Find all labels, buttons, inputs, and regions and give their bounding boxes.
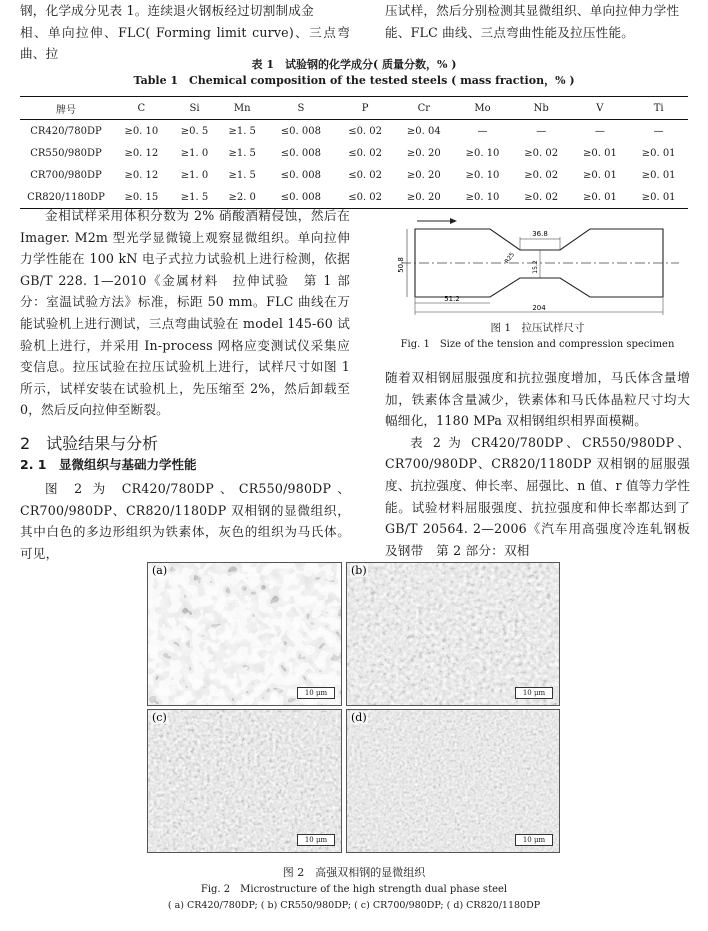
table-header: V xyxy=(571,97,630,120)
top-right-line-1: 压试样，然后分别检测其显微组织、单向拉伸力学性 xyxy=(385,3,680,18)
panel-label: (c) xyxy=(152,711,167,724)
top-left-line-1: 钢，化学成分见表 1。连续退火钢板经过切割制成金 xyxy=(20,3,314,18)
table-cell: ≥0. 10 xyxy=(465,169,500,181)
table-header: 牌号 xyxy=(20,97,112,120)
table-cell: ≤0. 02 xyxy=(348,169,383,181)
results-paragraph-2: 表 2 为 CR420/780DP、CR550/980DP、CR700/980DP、CR820/1180DP 双相钢的屈服强度、抗拉强度、伸长率、屈强比、n 值、r 值等力学性能。试验材料屈服强度、抗拉强度和伸长率都达到了 GB/T 20564. 2—2006《汽车用高强度冷连轧钢板及钢带 第 2 部分：双相 xyxy=(385,434,690,558)
table-cell: ≥1. 5 xyxy=(228,125,256,137)
table-cell: ≥0. 10 xyxy=(465,147,500,159)
table-header: Mo xyxy=(453,97,512,120)
table-header-row xyxy=(20,97,688,120)
table-row xyxy=(20,164,688,186)
table-cell: — xyxy=(477,125,488,137)
table-cell: ≥0. 20 xyxy=(406,147,441,159)
table-cell: ≥0. 01 xyxy=(629,186,688,209)
chemical-composition-table xyxy=(20,96,688,209)
table-cell: ≤0. 02 xyxy=(348,125,383,137)
method-paragraph: 金相试样采用体积分数为 2% 硝酸酒精侵蚀，然后在 Imager. M2m 型光学显微镜上观察显微组织。单向拉伸力学性能在 100 kN 电子式拉力试验机上进行检测，依据 GB/T 228. 1—2010《金属材料 拉伸试验 第 1 部分：室温试验方法》标准，标距 50 mm。FLC 曲线在万能试验机上进行测试，三点弯曲试验在 model 145-60 试验机上进行，并采用 In-process 网格应变测试仪采集应变信息。拉压试验在拉压试验机上进行，试样尺寸如图 1 所示，试样安装在试验机上，先压缩至 2%，然后卸载至 0，然后反向拉伸至断裂。 xyxy=(20,208,350,418)
figure-1-specimen-drawing xyxy=(395,215,685,317)
table-header: C xyxy=(112,97,171,120)
table-cell: ≤0. 008 xyxy=(280,147,321,159)
results-paragraph-1: 随着双相钢屈服强度和抗拉强度增加，马氏体含量增加，铁素体含量减少，铁素体和马氏体晶粒尺寸均大幅细化，1180 MPa 双相钢组织相界面模糊。 xyxy=(385,370,690,429)
section-heading-2: 2 试验结果与分析 xyxy=(20,434,159,453)
table-cell: ≥0. 02 xyxy=(524,169,559,181)
left-column-paragraph-2 xyxy=(20,478,350,564)
table-cell: — xyxy=(653,125,664,137)
table-cell: ≥0. 20 xyxy=(394,186,453,209)
micrograph-texture xyxy=(347,563,559,705)
table-cell: ≥0. 01 xyxy=(571,186,630,209)
table-cell: ≥1. 0 xyxy=(180,147,209,159)
dim-label-512: 51.2 xyxy=(444,295,460,303)
figure-2-caption-cn: 图 2 高强双相钢的显微组织 xyxy=(282,866,426,879)
table-cell: CR420/780DP xyxy=(30,125,102,137)
micrograph-panel-d xyxy=(346,709,560,853)
top-text-left xyxy=(20,0,350,65)
micrograph-panel-c xyxy=(147,709,342,853)
table-cell: ≥1. 5 xyxy=(228,147,256,159)
micrograph-panel-b xyxy=(346,562,560,706)
table-cell: ≥0. 04 xyxy=(406,125,441,137)
table-cell: CR820/1180DP xyxy=(20,186,112,209)
table-cell: ≤0. 008 xyxy=(280,169,321,181)
table-cell: ≥1. 5 xyxy=(228,169,256,181)
table-cell: ≥0. 12 xyxy=(124,169,159,181)
section-heading-2-1: 2. 1 显微组织与基础力学性能 xyxy=(20,457,197,472)
table-cell: ≥0. 12 xyxy=(124,147,159,159)
figure-2-caption-sub: ( a) CR420/780DP; ( b) CR550/980DP; ( c) CR700/980DP; ( d) CR820/1180DP xyxy=(167,900,541,911)
top-right-line-2: 能、FLC 曲线、三点弯曲性能及拉压性能。 xyxy=(385,24,635,40)
table-header: P xyxy=(336,97,395,120)
table-cell: ≥1. 0 xyxy=(180,169,209,181)
table-cell: ≤0. 008 xyxy=(280,125,321,137)
micrograph-texture xyxy=(148,710,341,852)
table-cell: ≥0. 01 xyxy=(583,147,617,159)
micrograph-panel-a xyxy=(147,562,342,706)
table-cell: ≥0. 5 xyxy=(180,125,209,137)
table-header: Ti xyxy=(629,97,688,120)
table-cell: ≥1. 5 xyxy=(171,186,219,209)
table-cell: ≥0. 01 xyxy=(641,169,676,181)
dim-label-508: 50.8 xyxy=(397,257,405,273)
table-cell: ≥0. 01 xyxy=(641,147,676,159)
scale-bar: 10 μm xyxy=(515,687,553,699)
table-cell: ≥0. 20 xyxy=(406,169,441,181)
table-cell: ≥0. 15 xyxy=(112,186,171,209)
table-cell: — xyxy=(536,125,547,137)
table-cell: CR550/980DP xyxy=(30,147,102,159)
figure-2-caption-en: Fig. 2 Microstructure of the high strength dual phase steel xyxy=(200,884,508,895)
table-row xyxy=(20,120,688,143)
micrograph-texture xyxy=(148,563,341,705)
table-cell: ≥2. 0 xyxy=(218,186,266,209)
specimen-svg xyxy=(395,215,685,317)
dim-label-152: 15.2 xyxy=(532,260,539,274)
scale-bar: 10 μm xyxy=(297,834,335,846)
table-cell: ≥0. 01 xyxy=(583,169,617,181)
table-cell: — xyxy=(594,125,605,137)
micrograph-texture xyxy=(347,710,559,852)
table1-caption-en: Table 1 Chemical composition of the tested steels ( mass fraction，% ) xyxy=(133,74,575,87)
scale-bar: 10 μm xyxy=(515,834,553,846)
table-cell: CR700/980DP xyxy=(30,169,102,181)
table-row xyxy=(20,142,688,164)
table-cell: ≤0. 02 xyxy=(348,147,383,159)
table-header: Cr xyxy=(394,97,453,120)
table-header: Nb xyxy=(512,97,571,120)
dim-label-368: 36.8 xyxy=(532,230,548,238)
panel-label: (d) xyxy=(351,711,367,724)
figure-1-caption-en: Fig. 1 Size of the tension and compression specimen xyxy=(400,339,675,350)
table-cell: ≥0. 02 xyxy=(524,147,559,159)
top-left-line-2: 相、单向拉伸、FLC( Forming limit curve)、三点弯曲、拉 xyxy=(20,24,350,62)
table-cell: ≥0. 10 xyxy=(453,186,512,209)
panel-label: (a) xyxy=(152,564,168,577)
microstructure-paragraph: 图 2 为 CR420/780DP、CR550/980DP、CR700/980DP、CR820/1180DP 双相钢的显微组织，其中白色的多边形组织为铁素体，灰色的组织为马氏体。可见， xyxy=(20,481,350,561)
table1-caption-cn: 表 1 试验钢的化学成分( 质量分数，% ) xyxy=(251,58,457,71)
right-column-body xyxy=(385,367,690,561)
figure-1-caption-cn: 图 1 拉压试样尺寸 xyxy=(490,322,585,334)
panel-label: (b) xyxy=(351,564,367,577)
table-cell: ≤0. 02 xyxy=(336,186,395,209)
load-arrow-head xyxy=(450,218,457,224)
table-cell: ≤0. 008 xyxy=(266,186,336,209)
table-cell: ≥0. 02 xyxy=(512,186,571,209)
scale-bar: 10 μm xyxy=(297,687,335,699)
dim-label-r25: R25 xyxy=(503,251,517,265)
left-column-paragraph-1 xyxy=(20,205,350,421)
table-header: S xyxy=(266,97,336,120)
table-header: Mn xyxy=(218,97,266,120)
top-text-right xyxy=(385,0,690,43)
table-header: Si xyxy=(171,97,219,120)
table-cell: ≥0. 10 xyxy=(124,125,159,137)
dim-label-204: 204 xyxy=(532,304,546,312)
